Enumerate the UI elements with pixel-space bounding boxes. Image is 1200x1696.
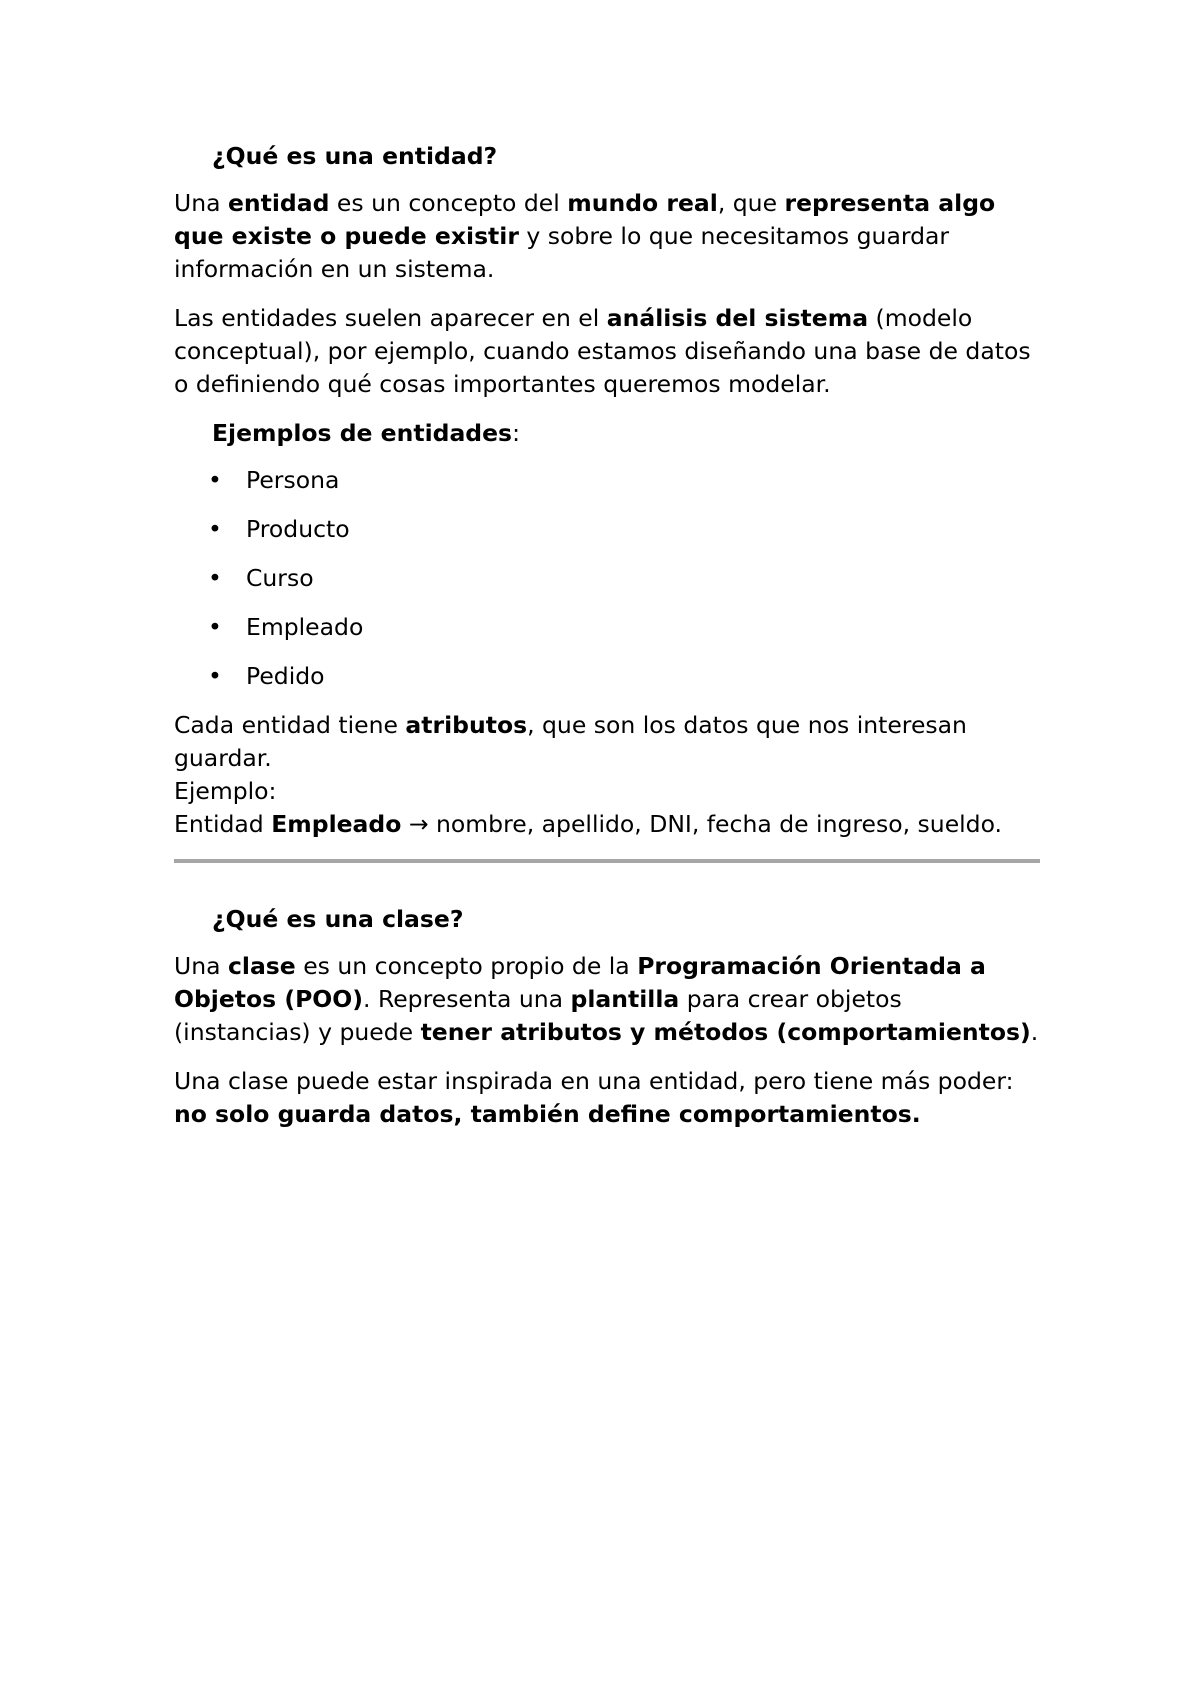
text-run: es un concepto del — [329, 189, 568, 217]
text-run: , que son los datos que nos interesan guardar. — [174, 711, 967, 772]
text-run: . — [1030, 1018, 1039, 1046]
text-run: para crear objetos (instancias) y puede — [174, 985, 902, 1046]
text-run: Una — [174, 189, 228, 217]
list-item-label: Curso — [246, 564, 314, 592]
text-run: → nombre, apellido, DNI, fecha de ingreso, sueldo. — [401, 810, 1003, 838]
document-page — [174, 140, 1042, 1147]
list-item-label: Persona — [246, 466, 340, 494]
text-run: es un concepto propio de la — [295, 952, 638, 980]
list-item — [174, 611, 1042, 644]
bullet-icon: • — [208, 662, 222, 690]
bold-text: Programación Orientada a Objetos (POO) — [174, 952, 986, 1013]
list-item — [174, 513, 1042, 546]
bold-text: clase — [227, 952, 296, 980]
paragraph-atributos — [174, 709, 1042, 775]
bold-text: no solo guarda datos, también define comportamientos. — [174, 1100, 921, 1128]
examples-label: Ejemplos de entidades — [212, 419, 513, 447]
list-item — [174, 562, 1042, 595]
paragraph-definicion-clase — [174, 950, 1042, 1049]
text-run: . Representa una — [363, 985, 571, 1013]
examples-colon: : — [512, 419, 520, 447]
paragraph-clase-vs-entidad — [174, 1065, 1042, 1131]
paragraph-analisis-sistema — [174, 302, 1042, 401]
bold-text: mundo real — [567, 189, 718, 217]
list-item — [174, 464, 1042, 497]
text-run: (modelo conceptual), por ejemplo, cuando estamos diseñando una base de datos o definiendo qué cosas importantes queremos modelar. — [174, 304, 1031, 398]
text-run: y sobre lo que necesitamos guardar información en un sistema. — [174, 222, 950, 283]
bold-text: entidad — [227, 189, 330, 217]
paragraph-ejemplo-empleado — [174, 808, 1042, 841]
text-run: Entidad — [174, 810, 272, 838]
text-run: , que — [717, 189, 785, 217]
bullet-icon: • — [208, 564, 222, 592]
bullet-icon: • — [208, 515, 222, 543]
bold-text: Empleado — [271, 810, 402, 838]
text-run: Una — [174, 952, 228, 980]
bold-text: representa algo que existe o puede existir — [174, 189, 996, 250]
heading-clase: ¿Qué es una clase? — [212, 905, 464, 933]
horizontal-divider — [174, 859, 1040, 863]
examples-list — [174, 464, 1042, 693]
ejemplo-label: Ejemplo: — [174, 777, 277, 805]
text-run: Una clase puede estar inspirada en una entidad, pero tiene más poder: — [174, 1067, 1014, 1095]
bold-text: tener atributos y métodos (comportamientos) — [420, 1018, 1031, 1046]
bold-text: plantilla — [570, 985, 680, 1013]
heading-entidad: ¿Qué es una entidad? — [212, 142, 498, 170]
bullet-icon: • — [208, 466, 222, 494]
text-run: Las entidades suelen aparecer en el — [174, 304, 607, 332]
text-run: Cada entidad tiene — [174, 711, 406, 739]
list-item-label: Pedido — [246, 662, 325, 690]
paragraph-definicion-entidad — [174, 187, 1042, 286]
bold-text: atributos — [405, 711, 528, 739]
list-item — [174, 660, 1042, 693]
list-item-label: Empleado — [246, 613, 364, 641]
list-item-label: Producto — [246, 515, 350, 543]
bullet-icon: • — [208, 613, 222, 641]
bold-text: análisis del sistema — [606, 304, 869, 332]
examples-heading — [212, 417, 1042, 450]
